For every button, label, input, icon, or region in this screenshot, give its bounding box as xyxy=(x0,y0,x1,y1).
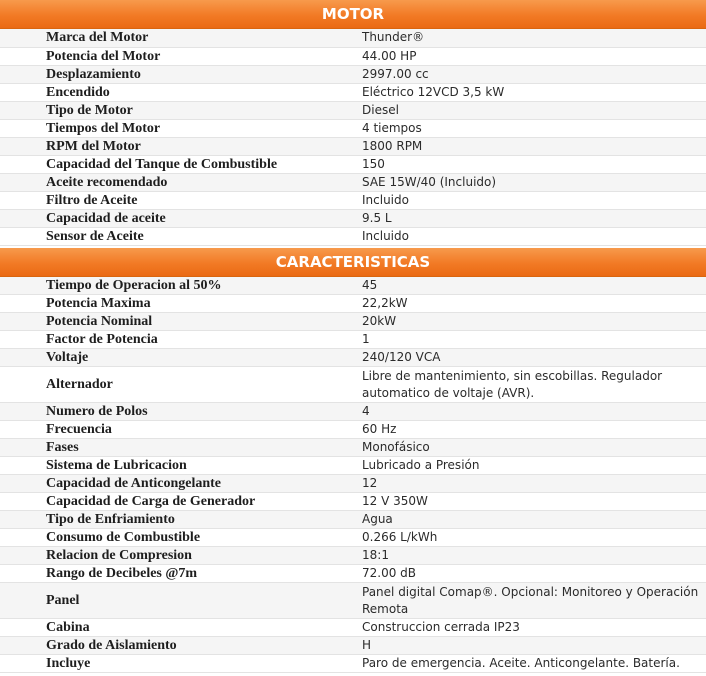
spec-row xyxy=(0,367,706,403)
spec-label: RPM del Motor xyxy=(0,137,362,155)
spec-row xyxy=(0,529,706,547)
spec-label: Tiempo de Operacion al 50% xyxy=(0,277,362,295)
spec-row xyxy=(0,137,706,155)
spec-value: Construccion cerrada IP23 xyxy=(362,619,706,637)
spec-row xyxy=(0,583,706,619)
spec-value: 150 xyxy=(362,155,706,173)
section-header-motor xyxy=(0,0,706,29)
spec-value: 4 tiempos xyxy=(362,119,706,137)
spec-label: Incluye xyxy=(0,655,362,673)
spec-label: Filtro de Aceite xyxy=(0,191,362,209)
spec-row xyxy=(0,155,706,173)
spec-value: 44.00 HP xyxy=(362,47,706,65)
spec-label: Tipo de Motor xyxy=(0,101,362,119)
spec-row xyxy=(0,403,706,421)
spec-value: Incluido xyxy=(362,227,706,245)
spec-value: 22,2kW xyxy=(362,295,706,313)
spec-row xyxy=(0,65,706,83)
spec-label: Capacidad de aceite xyxy=(0,209,362,227)
spec-label: Capacidad de Anticongelante xyxy=(0,475,362,493)
spec-value: Paro de emergencia. Aceite. Anticongelante. Batería. xyxy=(362,655,706,673)
spec-value: 1 xyxy=(362,331,706,349)
spec-value: Thunder® xyxy=(362,29,706,47)
spec-value: Diesel xyxy=(362,101,706,119)
spec-row xyxy=(0,277,706,295)
spec-label: Rango de Decibeles @7m xyxy=(0,565,362,583)
spec-row xyxy=(0,227,706,245)
spec-label: Tipo de Enfriamiento xyxy=(0,511,362,529)
spec-row xyxy=(0,655,706,673)
spec-label: Factor de Potencia xyxy=(0,331,362,349)
spec-label: Marca del Motor xyxy=(0,29,362,47)
spec-value: 4 xyxy=(362,403,706,421)
spec-row xyxy=(0,619,706,637)
spec-row xyxy=(0,637,706,655)
spec-row xyxy=(0,421,706,439)
caracteristicas-spec-table xyxy=(0,277,706,674)
spec-row xyxy=(0,191,706,209)
spec-value: Incluido xyxy=(362,191,706,209)
spec-row xyxy=(0,173,706,191)
spec-value: 1800 RPM xyxy=(362,137,706,155)
spec-value: 20kW xyxy=(362,313,706,331)
spec-label: Potencia del Motor xyxy=(0,47,362,65)
spec-label: Grado de Aislamiento xyxy=(0,637,362,655)
motor-spec-table xyxy=(0,29,706,246)
spec-label: Aceite recomendado xyxy=(0,173,362,191)
spec-label: Frecuencia xyxy=(0,421,362,439)
spec-label: Numero de Polos xyxy=(0,403,362,421)
spec-label: Panel xyxy=(0,583,362,619)
spec-label: Alternador xyxy=(0,367,362,403)
spec-value: 0.266 L/kWh xyxy=(362,529,706,547)
spec-row xyxy=(0,209,706,227)
spec-value: Lubricado a Presión xyxy=(362,457,706,475)
spec-label: Relacion de Compresion xyxy=(0,547,362,565)
spec-value: 12 V 350W xyxy=(362,493,706,511)
spec-row xyxy=(0,101,706,119)
spec-label: Capacidad del Tanque de Combustible xyxy=(0,155,362,173)
section-header-caracteristicas xyxy=(0,248,706,277)
spec-label: Capacidad de Carga de Generador xyxy=(0,493,362,511)
spec-value: 12 xyxy=(362,475,706,493)
spec-row xyxy=(0,331,706,349)
spec-row xyxy=(0,547,706,565)
spec-label: Sensor de Aceite xyxy=(0,227,362,245)
spec-value: 9.5 L xyxy=(362,209,706,227)
spec-value: Agua xyxy=(362,511,706,529)
spec-value: 2997.00 cc xyxy=(362,65,706,83)
spec-value: Monofásico xyxy=(362,439,706,457)
spec-value: H xyxy=(362,637,706,655)
spec-row xyxy=(0,295,706,313)
spec-row xyxy=(0,313,706,331)
spec-label: Potencia Maxima xyxy=(0,295,362,313)
section-title-motor: MOTOR xyxy=(321,5,385,23)
spec-label: Voltaje xyxy=(0,349,362,367)
spec-label: Consumo de Combustible xyxy=(0,529,362,547)
spec-value: Eléctrico 12VCD 3,5 kW xyxy=(362,83,706,101)
spec-row xyxy=(0,511,706,529)
spec-row xyxy=(0,439,706,457)
spec-value: 18:1 xyxy=(362,547,706,565)
spec-row xyxy=(0,349,706,367)
spec-label: Sistema de Lubricacion xyxy=(0,457,362,475)
spec-row xyxy=(0,493,706,511)
spec-value: Panel digital Comap®. Opcional: Monitoreo y Operación Remota xyxy=(362,583,706,619)
spec-label: Cabina xyxy=(0,619,362,637)
spec-label: Encendido xyxy=(0,83,362,101)
spec-row xyxy=(0,475,706,493)
spec-row xyxy=(0,119,706,137)
spec-value: 60 Hz xyxy=(362,421,706,439)
spec-row xyxy=(0,29,706,47)
spec-label: Desplazamiento xyxy=(0,65,362,83)
spec-label: Tiempos del Motor xyxy=(0,119,362,137)
spec-value: 72.00 dB xyxy=(362,565,706,583)
spec-row xyxy=(0,457,706,475)
spec-label: Fases xyxy=(0,439,362,457)
spec-row xyxy=(0,565,706,583)
spec-value: 240/120 VCA xyxy=(362,349,706,367)
spec-value: 45 xyxy=(362,277,706,295)
spec-row xyxy=(0,83,706,101)
spec-label: Potencia Nominal xyxy=(0,313,362,331)
section-title-caracteristicas: CARACTERISTICAS xyxy=(275,252,431,271)
spec-value: Libre de mantenimiento, sin escobillas. Regulador automatico de voltaje (AVR). xyxy=(362,367,706,403)
spec-value: SAE 15W/40 (Incluido) xyxy=(362,173,706,191)
spec-row xyxy=(0,47,706,65)
